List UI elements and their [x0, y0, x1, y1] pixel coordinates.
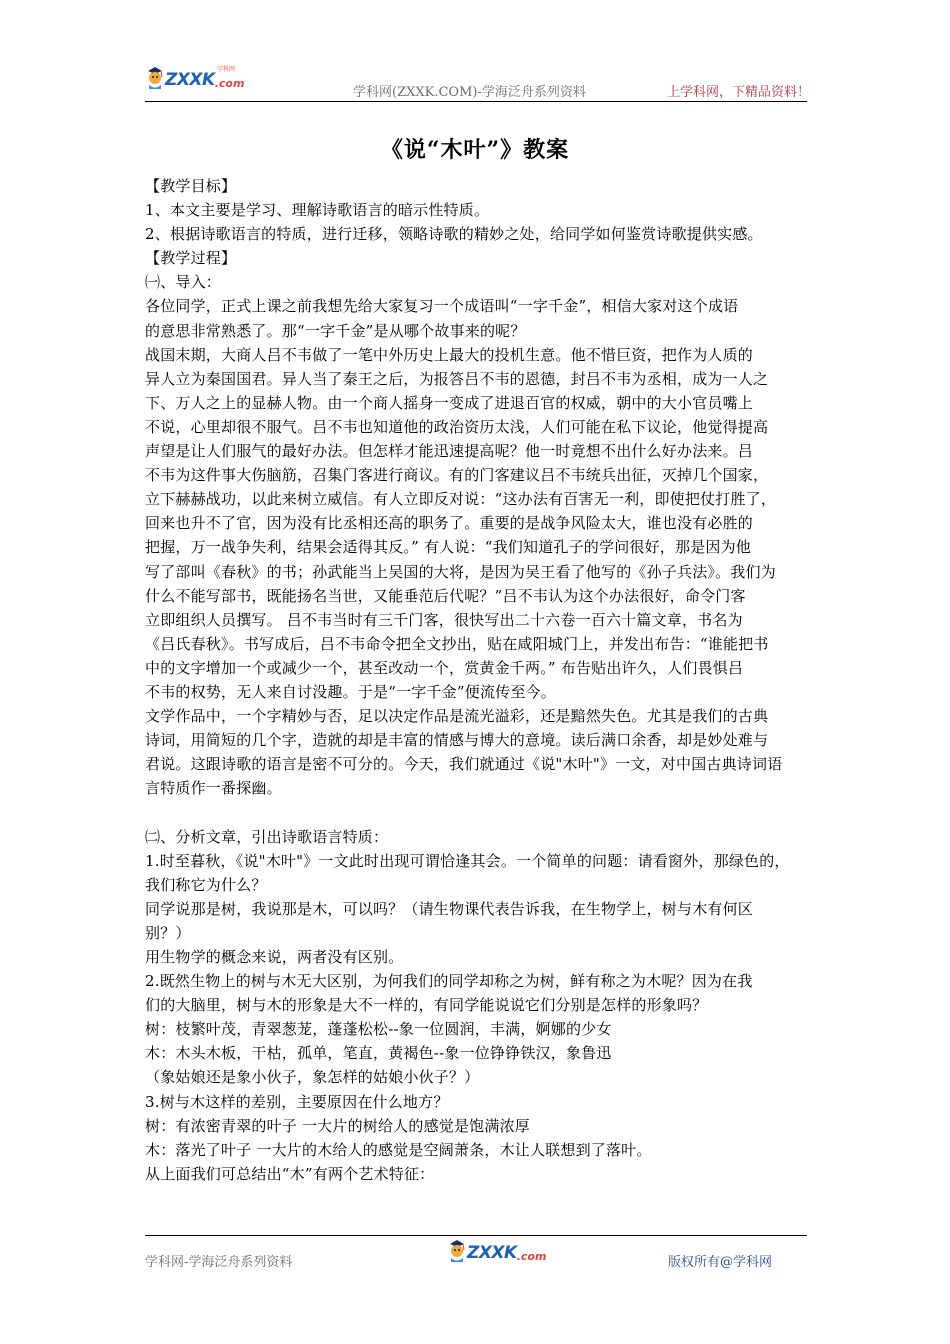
body-line: 1.时至暮秋，《说"木叶"》一文此时出现可谓恰逢其会。一个简单的问题：请看窗外，那绿色的， [145, 851, 790, 870]
body-line: 树：有浓密青翠的叶子 一大片的树给人的感觉是饱满浓厚 [145, 1116, 530, 1135]
header-slogan: 上学科网，下精品资料！ [666, 85, 810, 100]
body-line: 各位同学，正式上课之前我想先给大家复习一个成语叫“一字千金”，相信大家对这个成语 [145, 297, 739, 316]
body-line: ㈡、分析文章，引出诗歌语言特质： [145, 827, 389, 846]
body-line: 把握，万一战争失利，结果会适得其反。” 有人说：“我们知道孔子的学问很好，那是因为他 [145, 538, 752, 557]
document-body [145, 174, 813, 1186]
body-line: 我们称它为什么？ [145, 875, 267, 894]
body-line: 同学说那是树，我说那是木，可以吗？（请生物课代表告诉我，在生物学上，树与木有何区 [145, 899, 754, 918]
body-line: 别？） [145, 923, 191, 942]
body-line: ㈠、导入： [145, 273, 222, 292]
body-line: 木：落光了叶子 一大片的木给人的感觉是空阔萧条，木让人联想到了落叶。 [145, 1140, 652, 1159]
body-line: 【教学目标】 [145, 177, 237, 195]
body-line: 3.树与木这样的差别，主要原因在什么地方？ [145, 1092, 449, 1111]
body-line: 下、万人之上的显赫人物。由一个商人摇身一变成了进退百官的权威，朝中的大小官员嘴上 [145, 393, 754, 412]
body-line: 《吕氏春秋》。书写成后，吕不韦命令把全文抄出，贴在咸阳城门上，并发出布告：“谁能把书 [145, 634, 769, 653]
body-line: 立下赫赫战功，以此来树立威信。有人立即反对说：“这办法有百害无一利，即使把仗打胜了， [145, 490, 777, 509]
header-divider [145, 101, 807, 102]
logo-suffix: .com [214, 77, 245, 90]
footer-divider [145, 1235, 807, 1236]
body-line: 异人立为秦国国君。异人当了秦王之后，为报答吕不韦的恩德，封吕不韦为丞相，成为一人之 [145, 369, 769, 388]
body-line [145, 800, 813, 824]
body-line: 言特质作一番探幽。 [145, 779, 282, 798]
body-line: 写了部叫《春秋》的书；孙武能当上吴国的大将，是因为吴王看了他写的《孙子兵法》。我们为 [145, 562, 776, 581]
body-line: 用生物学的概念来说，两者没有区别。 [145, 948, 404, 966]
footer-zxxk-logo[interactable] [447, 1237, 546, 1263]
body-line: 【教学过程】 [145, 249, 237, 268]
footer-copyright: 版权所有@学科网 [668, 1255, 773, 1270]
zxxk-logo[interactable] [145, 64, 244, 90]
body-line: 声望是让人们服气的最好办法。但怎样才能迅速提高呢？他一时竟想不出什么好办法来。吕 [145, 442, 754, 461]
body-line: 不韦为这件事大伤脑筋，召集门客进行商议。有的门客建议吕不韦统兵出征，灭掉几个国家， [145, 466, 769, 485]
footer-logo-suffix: .com [516, 1250, 547, 1263]
body-line: 不说，心里却很不服气。吕不韦也知道他的政治资历太浅，人们可能在私下议论，他觉得提高 [145, 417, 769, 436]
body-line: 们的大脑里，树与木的形象是大不一样的，有同学能说说它们分别是怎样的形象吗？ [145, 996, 708, 1015]
body-line: 2、根据诗歌语言的特质，进行迁移，领略诗歌的精妙之处，给同学如何鉴赏诗歌提供实感。 [145, 225, 763, 244]
body-line: 2.既然生物上的树与木无大区别，为何我们的同学却称之为树，鲜有称之为木呢？因为在我 [145, 972, 753, 991]
footer-left-text: 学科网-学海泛舟系列资料 [145, 1255, 293, 1270]
body-line: 文学作品中，一个字精妙与否，足以决定作品是流光溢彩，还是黯然失色。尤其是我们的古典 [145, 707, 769, 726]
body-line: 木：木头木板，干枯，孤单，笔直，黄褐色--象一位铮铮铁汉，象鲁迅 [145, 1044, 612, 1063]
body-line: 1、本文主要是学习、理解诗歌语言的暗示性特质。 [145, 201, 490, 220]
page-header [145, 64, 810, 102]
body-line: 回来也升不了官，因为没有比丞相还高的职务了。重要的是战争风险太大，谁也没有必胜的 [145, 514, 754, 533]
footer-logo-text: ZXXK [467, 1243, 517, 1263]
body-line: 的意思非常熟悉了。那“一字千金”是从哪个故事来的呢？ [145, 321, 526, 340]
body-line: 诗词，用简短的几个字，造就的却是丰富的情感与博大的意境。读后满口余香，却是妙处难与 [145, 731, 769, 750]
body-line: 君说。这跟诗歌的语言是密不可分的。今天，我们就通过《说"木叶"》一文，对中国古典诗词语 [145, 755, 783, 774]
mascot-icon [145, 64, 165, 90]
body-line: 不韦的权势，无人来自讨没趣。于是“一字千金”便流传至今。 [145, 682, 556, 701]
logo-tag: 学科网 [217, 66, 236, 73]
body-line: 战国末期，大商人吕不韦做了一笔中外历史上最大的投机生意。他不惜巨资，把作为人质的 [145, 345, 754, 364]
body-line: 立即组织人员撰写。 吕不韦当时有三千门客，很快写出二十六卷一百六十篇文章，书名为 [145, 610, 743, 629]
body-line: （象姑娘还是象小伙子，象怎样的姑娘小伙子？） [145, 1068, 480, 1087]
document-title: 《说“木叶”》教案 [380, 137, 570, 163]
body-line: 什么不能写部书，既能扬名当世，又能垂范后代呢？”吕不韦认为这个办法很好，命令门客 [145, 586, 746, 605]
body-line: 从上面我们可总结出“木”有两个艺术特征： [145, 1164, 435, 1183]
body-line: 中的文字增加一个或减少一个，甚至改动一个，赏黄金千两。” 布告贴出许久，人们畏惧吕 [145, 658, 744, 677]
logo-text: ZXXK [165, 70, 215, 90]
mascot-icon [447, 1237, 467, 1263]
body-line: 树：枝繁叶茂，青翠葱茏，蓬蓬松松--象一位圆润，丰满，婀娜的少女 [145, 1020, 612, 1039]
header-center-text: 学科网(ZXXK.COM)-学海泛舟系列资料 [353, 85, 586, 100]
